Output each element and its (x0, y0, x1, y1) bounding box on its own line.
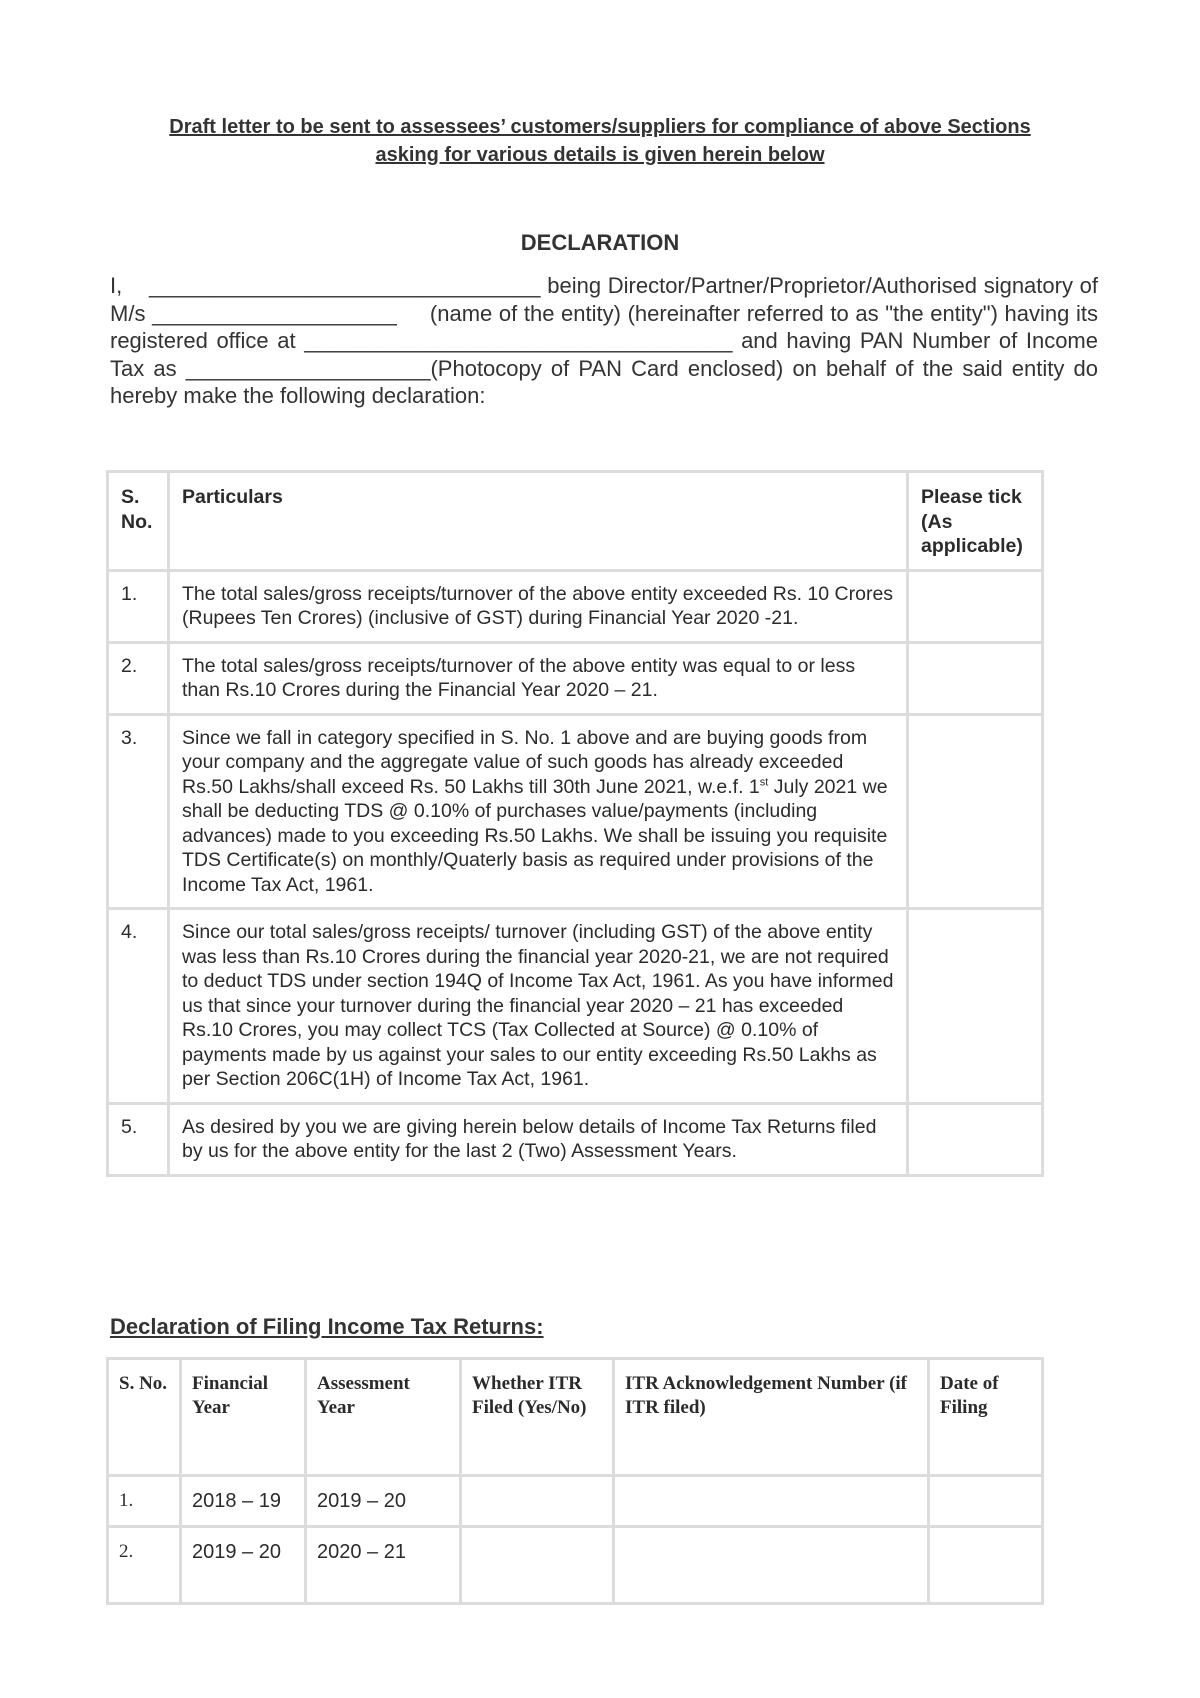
ack-number-cell[interactable] (614, 1527, 929, 1604)
decl-text-entity: (name of the entity) (hereinafter referred to as "the entity") having its registered office at (110, 300, 1098, 353)
table-header-row (108, 472, 1043, 571)
declaration-table (106, 470, 1044, 1177)
decl-text-end: (Photocopy of PAN Card enclosed) on behalf of the said entity do hereby make the following declaration: (110, 355, 1098, 408)
letter-heading (110, 113, 1090, 169)
declaration-title: DECLARATION (520, 230, 680, 255)
header-particulars: Particulars (169, 472, 908, 571)
decl-text-pan: and having PAN Number of Income Tax as (110, 328, 1098, 381)
header-assessment-year: Assessment Year (306, 1359, 461, 1476)
row-text-part-b: July 2021 we shall be deducting TDS @ 0.10% of purchases value/payments (including advances) made to you exceeding Rs.50 Lakhs. We shall be issuing you requisite TDS Certificate(s) on monthly/Quaterly basis as required under provisions of the Income Tax Act, 1961. (182, 775, 888, 896)
row-assessment-year: 2020 – 21 (306, 1527, 461, 1604)
tick-cell[interactable] (908, 570, 1043, 642)
header-date-of-filing: Date of Filing (929, 1359, 1043, 1476)
ordinal-suffix: st (759, 776, 769, 788)
header-sno: S. No. (108, 1359, 181, 1476)
header-financial-year: Financial Year (181, 1359, 306, 1476)
ack-number-cell[interactable] (614, 1476, 929, 1527)
tick-cell[interactable] (908, 714, 1043, 909)
header-sno: S. No. (108, 472, 169, 571)
itr-filed-cell[interactable] (461, 1527, 614, 1604)
row-particulars: As desired by you we are giving herein below details of Income Tax Returns filed by us for the above entity for the last 2 (Two) Assessment Years. (169, 1103, 908, 1175)
row-financial-year: 2019 – 20 (181, 1527, 306, 1604)
row-particulars: The total sales/gross receipts/turnover of the above entity was equal to or less than Rs.10 Crores during the Financial Year 2020 – 21. (169, 642, 908, 714)
header-ack-number: ITR Acknowledgement Number (if ITR filed) (614, 1359, 929, 1476)
declaration-paragraph (110, 272, 1098, 410)
row-sno: 4. (108, 909, 169, 1104)
itr-filed-cell[interactable] (461, 1476, 614, 1527)
decl-text-being: being Director/Partner/Proprietor/Authorised signatory of M/s (110, 273, 1098, 326)
decl-text-i: I, (110, 273, 123, 298)
itr-section-title: Declaration of Filing Income Tax Returns: (110, 1314, 544, 1339)
blank-name-field[interactable]: ________________________________ (149, 273, 541, 298)
header-itr-filed: Whether ITR Filed (Yes/No) (461, 1359, 614, 1476)
table-row (108, 1476, 1043, 1527)
row-particulars (169, 714, 908, 909)
row-sno: 5. (108, 1103, 169, 1175)
itr-header-row (108, 1359, 1043, 1476)
row-sno: 3. (108, 714, 169, 909)
table-row (108, 570, 1043, 642)
date-of-filing-cell[interactable] (929, 1476, 1043, 1527)
blank-office-field[interactable]: ___________________________________ (304, 328, 733, 353)
row-particulars: Since our total sales/gross receipts/ turnover (including GST) of the above entity was less than Rs.10 Crores during the financial year 2020-21, we are not required to deduct TDS under section 194Q of Income Tax Act, 1961. As you have informed us that since your turnover during the financial year 2020 – 21 has exceeded Rs.10 Crores, you may collect TCS (Tax Collected at Source) @ 0.10% of payments made by us against your sales to our entity exceeding Rs.50 Lakhs as per Section 206C(1H) of Income Tax Act, 1961. (169, 909, 908, 1104)
tick-cell[interactable] (908, 1103, 1043, 1175)
row-sno: 1. (108, 1476, 181, 1527)
blank-entity-field[interactable]: ____________________ (152, 300, 397, 326)
row-sno: 2. (108, 642, 169, 714)
row-sno: 2. (108, 1527, 181, 1604)
blank-pan-field[interactable]: ____________________ (185, 355, 431, 381)
tick-cell[interactable] (908, 909, 1043, 1104)
date-of-filing-cell[interactable] (929, 1527, 1043, 1604)
row-particulars: The total sales/gross receipts/turnover of the above entity exceeded Rs. 10 Crores (Rupees Ten Crores) (inclusive of GST) during Financial Year 2020 -21. (169, 570, 908, 642)
row-sno: 1. (108, 570, 169, 642)
table-row (108, 909, 1043, 1104)
table-row (108, 714, 1043, 909)
table-row (108, 1103, 1043, 1175)
row-assessment-year: 2019 – 20 (306, 1476, 461, 1527)
heading-line-2: asking for various details is given herein below (375, 144, 825, 166)
header-tick: Please tick (As applicable) (908, 472, 1043, 571)
itr-table (106, 1357, 1044, 1605)
row-financial-year: 2018 – 19 (181, 1476, 306, 1527)
table-row (108, 1527, 1043, 1604)
heading-line-1: Draft letter to be sent to assessees’ customers/suppliers for compliance of above Sections (169, 116, 1031, 138)
row-text-part-a: Since we fall in category specified in S. No. 1 above and are buying goods from your company and the aggregate value of such goods has already exceeded Rs.50 Lakhs/shall exceed Rs. 50 Lakhs till 30th June 2021, w.e.f. 1 (182, 726, 868, 798)
table-row (108, 642, 1043, 714)
tick-cell[interactable] (908, 642, 1043, 714)
